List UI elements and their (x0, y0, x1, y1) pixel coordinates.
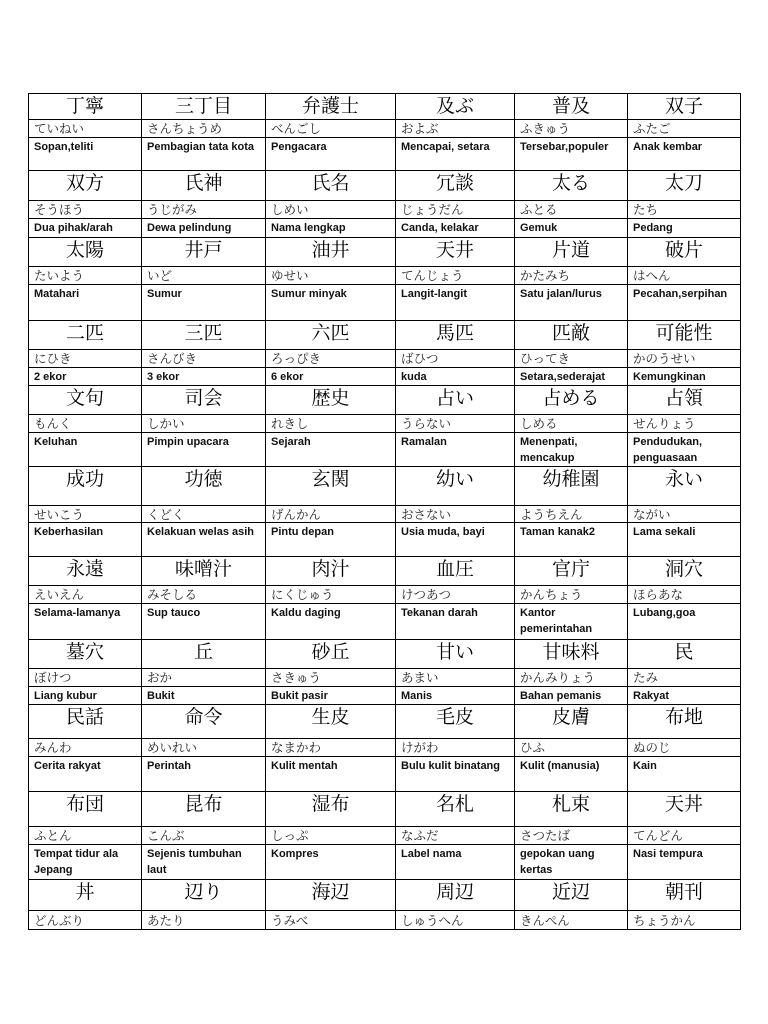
kanji-cell: 二匹 (29, 321, 142, 350)
meaning-cell: Lubang,goa (628, 604, 741, 640)
meaning-cell: Kemungkinan (628, 368, 741, 386)
reading-cell: もんく (29, 415, 142, 433)
kanji-cell: 六匹 (266, 321, 396, 350)
kanji-cell: 太刀 (628, 171, 741, 201)
meaning-cell: Ramalan (396, 433, 515, 467)
kanji-cell: 井戸 (142, 238, 266, 267)
meaning-cell: Bahan pemanis (515, 687, 628, 705)
reading-cell: せいこう (29, 506, 142, 523)
reading-cell: てんじょう (396, 267, 515, 285)
reading-row (29, 201, 741, 219)
meaning-row (29, 523, 741, 557)
reading-cell: たいよう (29, 267, 142, 285)
meaning-cell: Kulit mentah (266, 757, 396, 792)
kanji-row (29, 640, 741, 669)
reading-cell: しめる (515, 415, 628, 433)
kanji-row (29, 94, 741, 120)
kanji-cell: 周辺 (396, 880, 515, 911)
kanji-cell: 洞穴 (628, 557, 741, 586)
meaning-cell: Langit-langit (396, 285, 515, 321)
reading-cell: くどく (142, 506, 266, 523)
reading-cell: なふだ (396, 827, 515, 845)
reading-cell: しっぷ (266, 827, 396, 845)
reading-cell: ふたご (628, 120, 741, 138)
reading-cell: れきし (266, 415, 396, 433)
kanji-cell: 太る (515, 171, 628, 201)
reading-cell: さきゅう (266, 669, 396, 687)
reading-cell: しめい (266, 201, 396, 219)
reading-cell: そうほう (29, 201, 142, 219)
kanji-cell: 民話 (29, 705, 142, 739)
kanji-cell: 文句 (29, 386, 142, 415)
kanji-row (29, 238, 741, 267)
reading-cell: いど (142, 267, 266, 285)
meaning-cell: Anak kembar (628, 138, 741, 171)
kanji-cell: 丼 (29, 880, 142, 911)
reading-cell: ちょうかん (628, 911, 741, 930)
reading-cell: かたみち (515, 267, 628, 285)
meaning-cell: Satu jalan/lurus (515, 285, 628, 321)
kanji-cell: 冗談 (396, 171, 515, 201)
meaning-cell: Pedang (628, 219, 741, 238)
kanji-cell: 毛皮 (396, 705, 515, 739)
reading-row (29, 739, 741, 757)
kanji-cell: 丁寧 (29, 94, 142, 120)
meaning-cell: Rakyat (628, 687, 741, 705)
reading-cell: ろっぴき (266, 350, 396, 368)
reading-cell: ゆせい (266, 267, 396, 285)
reading-cell: みんわ (29, 739, 142, 757)
kanji-cell: 甘い (396, 640, 515, 669)
meaning-cell: Sumur minyak (266, 285, 396, 321)
kanji-cell: 天丼 (628, 792, 741, 827)
meaning-cell: Gemuk (515, 219, 628, 238)
kanji-cell: 占領 (628, 386, 741, 415)
meaning-cell: Cerita rakyat (29, 757, 142, 792)
kanji-cell: 海辺 (266, 880, 396, 911)
kanji-cell: 血圧 (396, 557, 515, 586)
kanji-cell: 民 (628, 640, 741, 669)
kanji-cell: 占い (396, 386, 515, 415)
reading-cell: ふとる (515, 201, 628, 219)
meaning-cell: Menenpati, mencakup (515, 433, 628, 467)
meaning-cell: Sumur (142, 285, 266, 321)
kanji-cell: 丘 (142, 640, 266, 669)
meaning-cell: Tersebar,populer (515, 138, 628, 171)
reading-cell: こんぶ (142, 827, 266, 845)
reading-cell: かんちょう (515, 586, 628, 604)
meaning-row (29, 285, 741, 321)
vocabulary-table (28, 93, 741, 930)
meaning-cell: Kain (628, 757, 741, 792)
meaning-cell: Tekanan darah (396, 604, 515, 640)
kanji-cell: 幼い (396, 467, 515, 506)
reading-cell: げんかん (266, 506, 396, 523)
kanji-cell: 幼稚園 (515, 467, 628, 506)
kanji-cell: 破片 (628, 238, 741, 267)
reading-cell: おか (142, 669, 266, 687)
meaning-cell: Kaldu daging (266, 604, 396, 640)
reading-row (29, 350, 741, 368)
meaning-cell: 6 ekor (266, 368, 396, 386)
kanji-cell: 氏名 (266, 171, 396, 201)
reading-cell: けつあつ (396, 586, 515, 604)
meaning-row (29, 219, 741, 238)
meaning-cell: Manis (396, 687, 515, 705)
meaning-row (29, 138, 741, 171)
reading-cell: にひき (29, 350, 142, 368)
kanji-cell: 昆布 (142, 792, 266, 827)
kanji-cell: 三匹 (142, 321, 266, 350)
kanji-row (29, 880, 741, 911)
kanji-cell: 占める (515, 386, 628, 415)
reading-cell: さつたば (515, 827, 628, 845)
reading-cell: どんぶり (29, 911, 142, 930)
kanji-cell: 湿布 (266, 792, 396, 827)
kanji-cell: 命令 (142, 705, 266, 739)
kanji-cell: 及ぶ (396, 94, 515, 120)
kanji-cell: 片道 (515, 238, 628, 267)
kanji-cell: 生皮 (266, 705, 396, 739)
meaning-cell: Pintu depan (266, 523, 396, 557)
kanji-cell: 馬匹 (396, 321, 515, 350)
meaning-cell: Liang kubur (29, 687, 142, 705)
meaning-cell: Selama-lamanya (29, 604, 142, 640)
reading-cell: はへん (628, 267, 741, 285)
reading-row (29, 586, 741, 604)
kanji-cell: 双子 (628, 94, 741, 120)
meaning-cell: Bukit (142, 687, 266, 705)
reading-row (29, 827, 741, 845)
kanji-cell: 氏神 (142, 171, 266, 201)
meaning-row (29, 604, 741, 640)
meaning-cell: Dua pihak/arah (29, 219, 142, 238)
reading-cell: うらない (396, 415, 515, 433)
meaning-cell: Sopan,teliti (29, 138, 142, 171)
vocabulary-table-body (29, 94, 741, 930)
meaning-cell: Label nama (396, 845, 515, 880)
reading-cell: ようちえん (515, 506, 628, 523)
meaning-cell: Kompres (266, 845, 396, 880)
reading-row (29, 911, 741, 930)
reading-cell: ほらあな (628, 586, 741, 604)
meaning-cell: Lama sekali (628, 523, 741, 557)
reading-cell: にくじゅう (266, 586, 396, 604)
kanji-cell: 布地 (628, 705, 741, 739)
kanji-cell: 普及 (515, 94, 628, 120)
meaning-cell: Kelakuan welas asih (142, 523, 266, 557)
meaning-cell: Matahari (29, 285, 142, 321)
kanji-row (29, 386, 741, 415)
meaning-cell: 2 ekor (29, 368, 142, 386)
reading-cell: みそしる (142, 586, 266, 604)
kanji-cell: 官庁 (515, 557, 628, 586)
kanji-cell: 弁護士 (266, 94, 396, 120)
meaning-cell: Tempat tidur ala Jepang (29, 845, 142, 880)
meaning-cell: Bukit pasir (266, 687, 396, 705)
kanji-cell: 成功 (29, 467, 142, 506)
meaning-cell: Kulit (manusia) (515, 757, 628, 792)
meaning-cell: Taman kanak2 (515, 523, 628, 557)
meaning-row (29, 687, 741, 705)
kanji-row (29, 467, 741, 506)
kanji-cell: 双方 (29, 171, 142, 201)
reading-cell: めいれい (142, 739, 266, 757)
reading-cell: じょうだん (396, 201, 515, 219)
reading-cell: しゅうへん (396, 911, 515, 930)
kanji-cell: 司会 (142, 386, 266, 415)
kanji-cell: 功徳 (142, 467, 266, 506)
meaning-row (29, 757, 741, 792)
reading-cell: うじがみ (142, 201, 266, 219)
meaning-cell: Setara,sederajat (515, 368, 628, 386)
reading-cell: うみべ (266, 911, 396, 930)
reading-cell: なまかわ (266, 739, 396, 757)
meaning-cell: Canda, kelakar (396, 219, 515, 238)
kanji-cell: 辺り (142, 880, 266, 911)
meaning-cell: Keluhan (29, 433, 142, 467)
reading-cell: かんみりょう (515, 669, 628, 687)
reading-row (29, 669, 741, 687)
reading-cell: ひってき (515, 350, 628, 368)
meaning-cell: Usia muda, bayi (396, 523, 515, 557)
reading-cell: ふとん (29, 827, 142, 845)
kanji-cell: 砂丘 (266, 640, 396, 669)
kanji-cell: 近辺 (515, 880, 628, 911)
meaning-cell: Sup tauco (142, 604, 266, 640)
meaning-cell: Pimpin upacara (142, 433, 266, 467)
kanji-cell: 名札 (396, 792, 515, 827)
reading-cell: およぶ (396, 120, 515, 138)
reading-cell: さんちょうめ (142, 120, 266, 138)
meaning-cell: Bulu kulit binatang (396, 757, 515, 792)
reading-cell: たち (628, 201, 741, 219)
kanji-cell: 三丁目 (142, 94, 266, 120)
kanji-cell: 甘味料 (515, 640, 628, 669)
meaning-cell: gepokan uang kertas (515, 845, 628, 880)
reading-cell: ひふ (515, 739, 628, 757)
meaning-cell: Sejenis tumbuhan laut (142, 845, 266, 880)
reading-cell: けがわ (396, 739, 515, 757)
reading-cell: ばひつ (396, 350, 515, 368)
reading-cell: きんぺん (515, 911, 628, 930)
reading-cell: ふきゅう (515, 120, 628, 138)
meaning-cell: kuda (396, 368, 515, 386)
kanji-cell: 天井 (396, 238, 515, 267)
meaning-cell: Nasi tempura (628, 845, 741, 880)
kanji-cell: 札束 (515, 792, 628, 827)
reading-cell: たみ (628, 669, 741, 687)
meaning-cell: Pengacara (266, 138, 396, 171)
meaning-cell: Pecahan,serpihan (628, 285, 741, 321)
meaning-row (29, 433, 741, 467)
kanji-cell: 布団 (29, 792, 142, 827)
kanji-cell: 味噌汁 (142, 557, 266, 586)
kanji-cell: 可能性 (628, 321, 741, 350)
kanji-row (29, 321, 741, 350)
meaning-row (29, 368, 741, 386)
meaning-row (29, 845, 741, 880)
kanji-row (29, 557, 741, 586)
reading-cell: おさない (396, 506, 515, 523)
kanji-cell: 朝刊 (628, 880, 741, 911)
meaning-cell: Perintah (142, 757, 266, 792)
reading-cell: せんりょう (628, 415, 741, 433)
kanji-cell: 永い (628, 467, 741, 506)
kanji-row (29, 792, 741, 827)
kanji-cell: 歴史 (266, 386, 396, 415)
reading-cell: ていねい (29, 120, 142, 138)
reading-cell: ぼけつ (29, 669, 142, 687)
kanji-cell: 永遠 (29, 557, 142, 586)
reading-cell: あまい (396, 669, 515, 687)
meaning-cell: Keberhasilan (29, 523, 142, 557)
meaning-cell: Pembagian tata kota (142, 138, 266, 171)
reading-row (29, 120, 741, 138)
kanji-cell: 太陽 (29, 238, 142, 267)
meaning-cell: Dewa pelindung (142, 219, 266, 238)
reading-cell: かのうせい (628, 350, 741, 368)
kanji-cell: 肉汁 (266, 557, 396, 586)
reading-cell: ぬのじ (628, 739, 741, 757)
kanji-row (29, 705, 741, 739)
reading-cell: べんごし (266, 120, 396, 138)
reading-cell: しかい (142, 415, 266, 433)
kanji-cell: 玄関 (266, 467, 396, 506)
kanji-cell: 墓穴 (29, 640, 142, 669)
meaning-cell: Pendudukan, penguasaan (628, 433, 741, 467)
meaning-cell: Nama lengkap (266, 219, 396, 238)
reading-cell: あたり (142, 911, 266, 930)
kanji-row (29, 171, 741, 201)
reading-cell: てんどん (628, 827, 741, 845)
reading-cell: ながい (628, 506, 741, 523)
meaning-cell: Kantor pemerintahan (515, 604, 628, 640)
kanji-cell: 皮膚 (515, 705, 628, 739)
reading-row (29, 415, 741, 433)
reading-cell: えいえん (29, 586, 142, 604)
meaning-cell: Sejarah (266, 433, 396, 467)
kanji-cell: 匹敵 (515, 321, 628, 350)
reading-row (29, 267, 741, 285)
kanji-cell: 油井 (266, 238, 396, 267)
reading-row (29, 506, 741, 523)
meaning-cell: 3 ekor (142, 368, 266, 386)
meaning-cell: Mencapai, setara (396, 138, 515, 171)
reading-cell: さんびき (142, 350, 266, 368)
